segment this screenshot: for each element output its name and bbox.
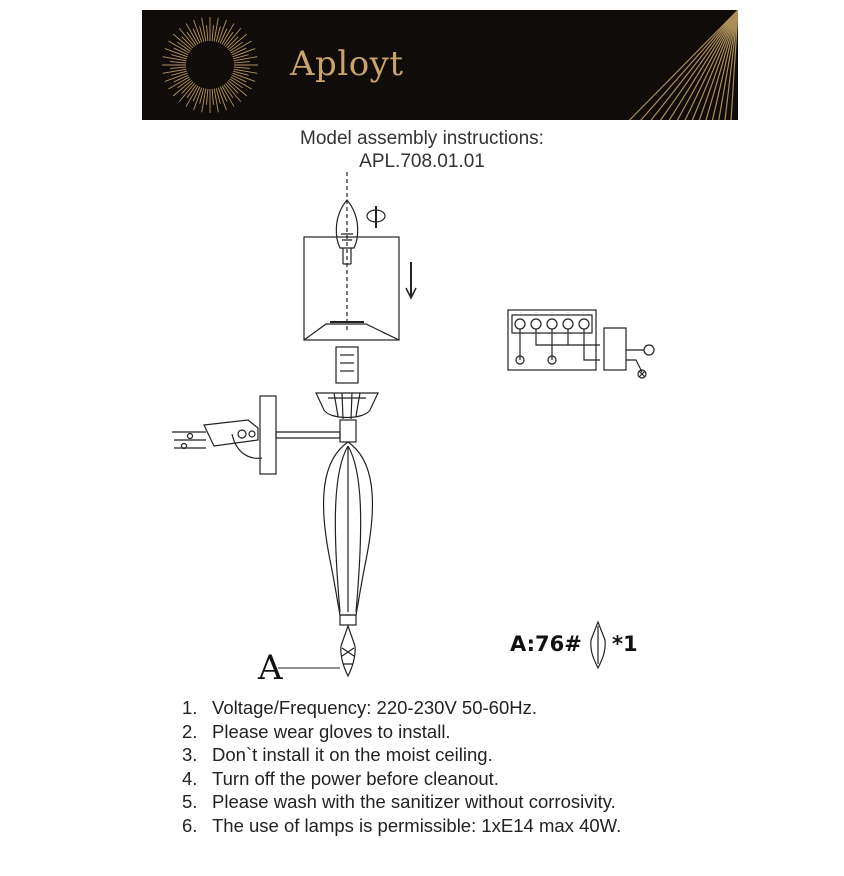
part-spec: A:76# — [510, 632, 582, 656]
part-callout-letter: A — [258, 648, 283, 688]
brand-banner — [142, 10, 738, 120]
instruction-item: 1. Voltage/Frequency: 220-230V 50-60Hz. — [182, 697, 537, 718]
mounting-bracket — [204, 420, 258, 446]
instruction-item: 5. Please wash with the sanitizer without corrosivity. — [182, 791, 616, 813]
crystal-pendant — [341, 626, 355, 676]
wall-plate — [260, 396, 276, 474]
instruction-item: 2. Please wear gloves to install. — [182, 720, 451, 742]
document-title: Model assembly instructions: — [300, 128, 544, 149]
arrow-down-icon — [406, 262, 416, 298]
brand-logo: Aployt — [290, 44, 404, 84]
instruction-item: 3. Don`t install it on the moist ceiling. — [182, 744, 493, 766]
bobeche-cup — [316, 393, 378, 418]
model-number: APL.708.01.01 — [359, 151, 485, 172]
instruction-item: 6. The use of lamps is permissible: 1xE14 max 40W. — [182, 814, 622, 836]
sunburst-decoration — [142, 10, 738, 120]
part-quantity: *1 — [612, 632, 638, 656]
instruction-item: 4. Turn off the power before cleanout. — [182, 767, 499, 789]
instructions-list — [182, 696, 621, 838]
rotate-icon — [367, 206, 385, 228]
wall-arm — [276, 432, 340, 438]
lamp-socket — [336, 347, 358, 383]
shade-bottom — [304, 324, 399, 340]
wiring-schematic — [508, 310, 654, 378]
assembly-diagram — [0, 170, 844, 690]
